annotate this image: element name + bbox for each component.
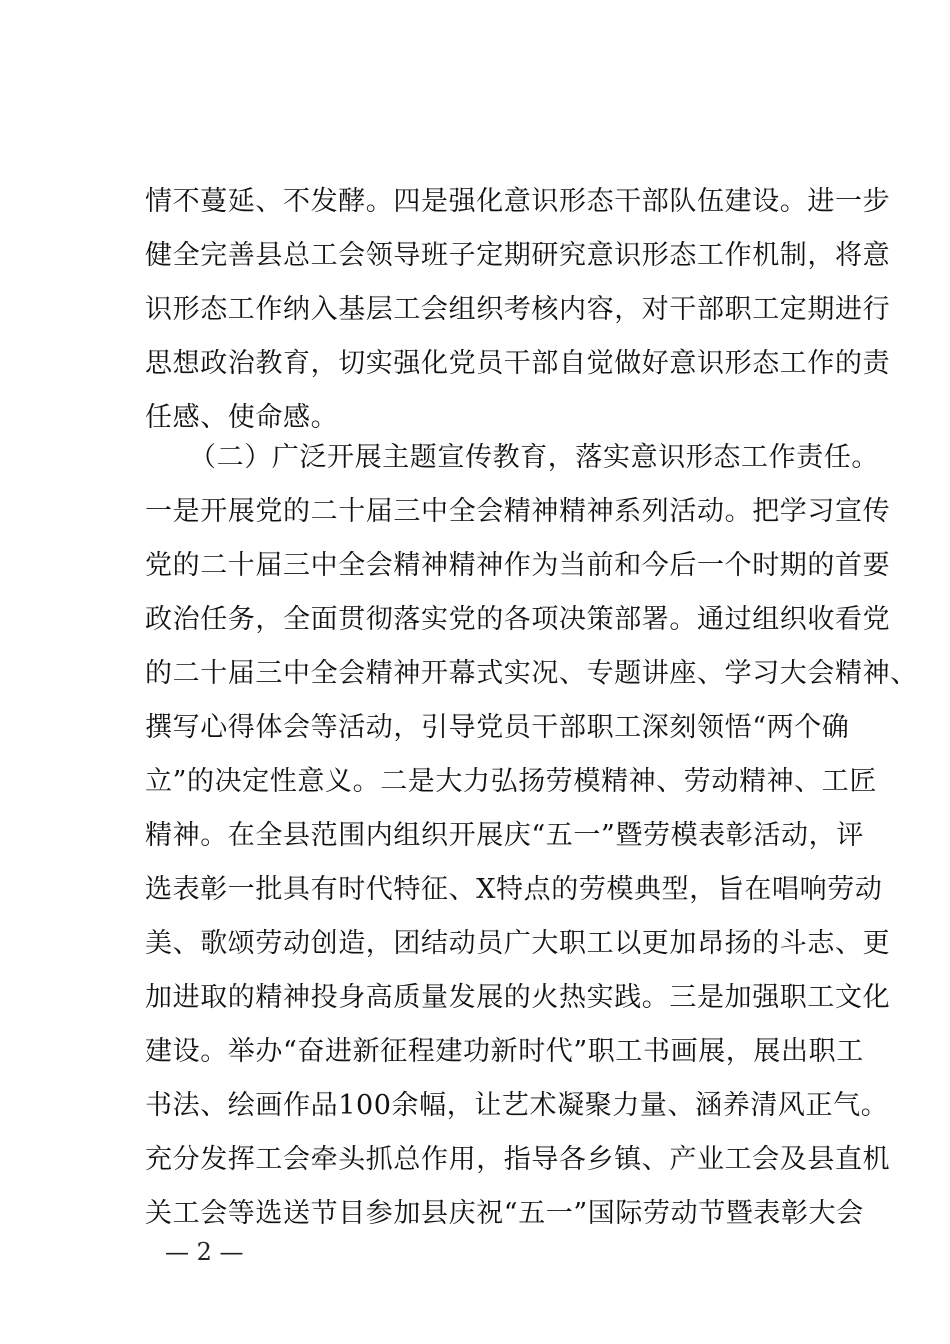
section-heading: （二）广泛开展主题宣传教育，落实意识形态工作责任。 [189, 442, 879, 473]
body-text-line: 充分发挥工会牵头抓总作用，指导各乡镇、产业工会及县直机 [145, 1144, 891, 1175]
body-text-line: 选表彰一批具有时代特征、X特点的劳模典型，旨在唱响劳动 [145, 874, 883, 905]
body-text-line: 党的二十届三中全会精神精神作为当前和今后一个时期的首要 [145, 550, 891, 581]
body-text-line: 识形态工作纳入基层工会组织考核内容，对干部职工定期进行 [145, 294, 891, 325]
body-text-line: 加进取的精神投身高质量发展的火热实践。三是加强职工文化 [145, 982, 891, 1013]
body-text-line: 情不蔓延、不发酵。四是强化意识形态干部队伍建设。进一步 [145, 186, 891, 217]
body-text-line: 撰写心得体会等活动，引导党员干部职工深刻领悟“两个确 [145, 712, 850, 743]
body-text-line: 建设。举办“奋进新征程建功新时代”职工书画展，展出职工 [145, 1036, 864, 1067]
body-text-line: 健全完善县总工会领导班子定期研究意识形态工作机制，将意 [145, 240, 891, 271]
body-text-line: 政治任务，全面贯彻落实党的各项决策部署。通过组织收看党 [145, 604, 891, 635]
body-text-line: 精神。在全县范围内组织开展庆“五一”暨劳模表彰活动，评 [145, 820, 864, 851]
body-text-line: 立”的决定性意义。二是大力弘扬劳模精神、劳动精神、工匠 [145, 766, 878, 797]
body-text-line: 书法、绘画作品100余幅，让艺术凝聚力量、涵养清风正气。 [145, 1090, 889, 1121]
body-text-line: 的二十届三中全会精神开幕式实况、专题讲座、学习大会精神、 [145, 658, 918, 689]
body-text-line: 美、歌颂劳动创造，团结动员广大职工以更加昂扬的斗志、更 [145, 928, 891, 959]
body-text-line: 任感、使命感。 [145, 402, 339, 433]
body-text-line: 关工会等选送节目参加县庆祝“五一”国际劳动节暨表彰大会 [145, 1198, 864, 1229]
page-number: — 2 — [165, 1238, 244, 1266]
body-text-line: 思想政治教育，切实强化党员干部自觉做好意识形态工作的责 [145, 348, 891, 379]
body-text-line: 一是开展党的二十届三中全会精神精神系列活动。把学习宣传 [145, 496, 891, 527]
